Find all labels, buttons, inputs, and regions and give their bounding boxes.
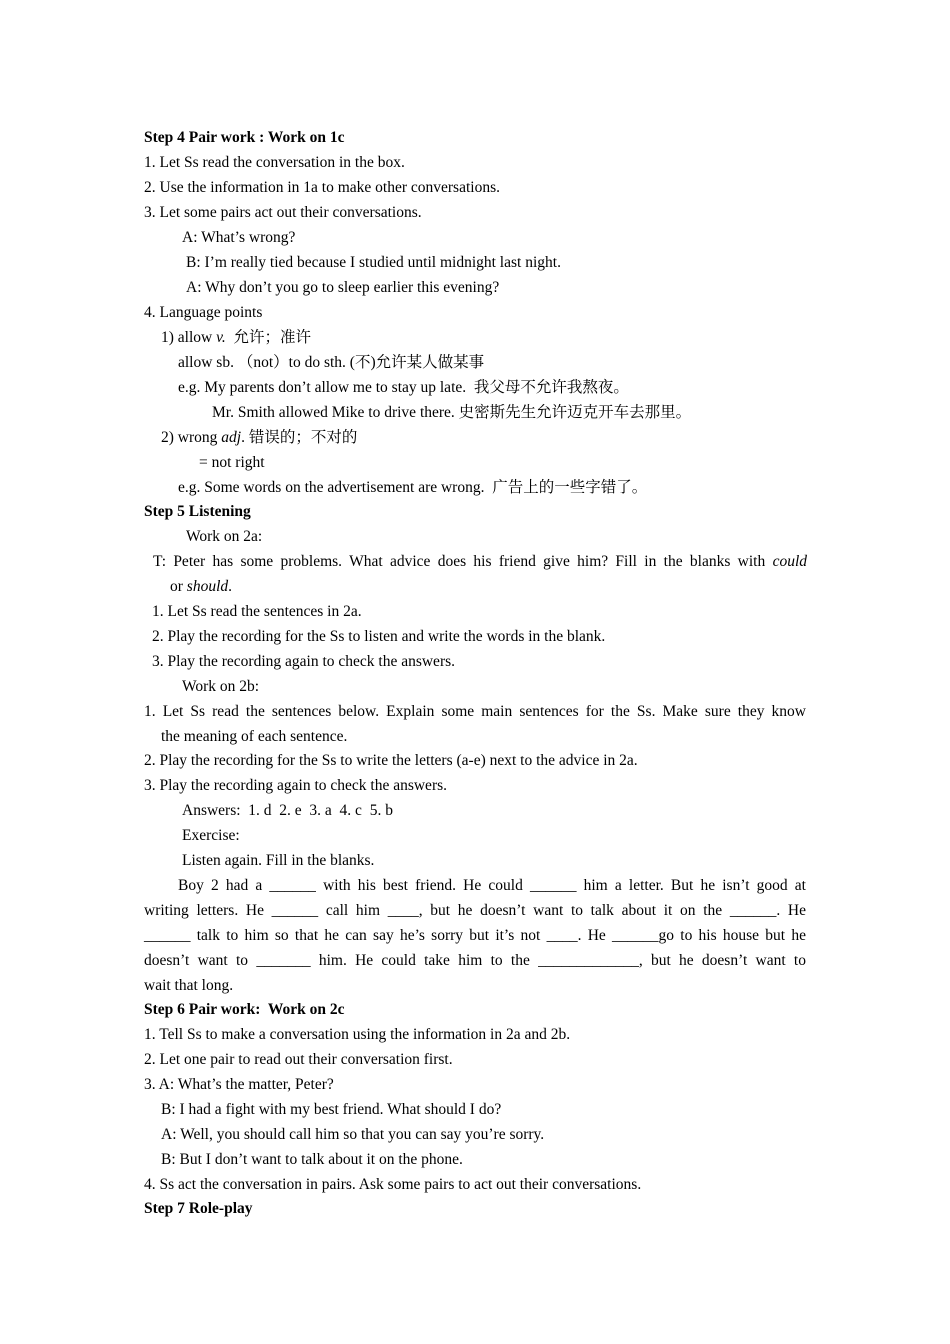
exercise-instruction: Listen again. Fill in the blanks.	[182, 852, 375, 869]
exercise-label: Exercise:	[182, 827, 240, 844]
teacher-instruction-end: .	[228, 578, 233, 595]
step6-dialog-b2: B: But I don’t want to talk about it on the phone.	[161, 1151, 463, 1168]
wrong-meaning: . 错误的；不对的	[241, 429, 358, 446]
step5-heading: Step 5 Listening	[144, 503, 251, 520]
passage-line-4: doesn’t want to _______ him. He could take him to the _____________, but he doesn’t want to	[144, 952, 806, 969]
step5-2b-item-1b: the meaning of each sentence.	[161, 728, 348, 745]
step6-dialog-a2: A: Well, you should call him so that you can say you’re sorry.	[161, 1126, 545, 1143]
could-word: could	[772, 553, 807, 570]
work-2b-label: Work on 2b:	[182, 678, 260, 695]
step4-dialog-b1: B: I’m really tied because I studied until midnight last night.	[186, 254, 561, 271]
step4-item-2: 2. Use the information in 1a to make other conversations.	[144, 179, 500, 196]
step4-dialog-a2: A: Why don’t you go to sleep earlier this evening?	[186, 279, 500, 296]
teacher-instruction-text: T: Peter has some problems. What advice does his friend give him? Fill in the blanks with	[153, 553, 773, 570]
allow-definition	[161, 328, 311, 348]
allow-example-2: Mr. Smith allowed Mike to drive there. 史密斯先生允许迈克开车去那里。	[212, 404, 692, 421]
allow-word: 1) allow	[161, 329, 217, 346]
step4-item-1: 1. Let Ss read the conversation in the box.	[144, 154, 405, 171]
allow-example-1: e.g. My parents don’t allow me to stay up late. 我父母不允许我熬夜。	[178, 379, 629, 396]
step4-item-3: 3. Let some pairs act out their conversations.	[144, 204, 422, 221]
teacher-instruction-line-2	[170, 577, 232, 597]
wrong-word: 2) wrong	[161, 429, 222, 446]
wrong-synonym: = not right	[199, 454, 265, 471]
step4-dialog-a1: A: What’s wrong?	[182, 229, 296, 246]
passage-line-1: Boy 2 had a ______ with his best friend. He could ______ him a letter. But he isn’t good at	[178, 877, 806, 894]
wrong-pos: adj	[221, 429, 242, 446]
passage-line-5: wait that long.	[144, 977, 234, 994]
passage-line-2: writing letters. He ______ call him ____, but he doesn’t want to talk about it on the ______. He	[144, 902, 806, 919]
step6-item-4: 4. Ss act the conversation in pairs. Ask some pairs to act out their conversations.	[144, 1176, 642, 1193]
allow-pos: v.	[216, 329, 226, 346]
teacher-instruction-line-1	[153, 552, 807, 572]
allow-pattern: allow sb. （not）to do sth. (不)允许某人做某事	[178, 354, 485, 371]
allow-meaning: 允许；准许	[225, 329, 311, 346]
language-points-label: 4. Language points	[144, 304, 263, 321]
step6-heading: Step 6 Pair work: Work on 2c	[144, 1001, 345, 1018]
step5-2b-item-3: 3. Play the recording again to check the answers.	[144, 777, 448, 794]
passage-line-3: ______ talk to him so that he can say he’s sorry but it’s not ____. He ______go to his house but he	[144, 927, 806, 944]
step7-heading: Step 7 Role-play	[144, 1200, 253, 1217]
work-2a-label: Work on 2a:	[186, 528, 263, 545]
wrong-example: e.g. Some words on the advertisement are wrong. 广告上的一些字错了。	[178, 479, 648, 496]
step5-2a-item-2: 2. Play the recording for the Ss to listen and write the words in the blank.	[152, 628, 606, 645]
step5-2b-item-2: 2. Play the recording for the Ss to write the letters (a-e) next to the advice in 2a.	[144, 752, 638, 769]
step5-2a-item-3: 3. Play the recording again to check the answers.	[152, 653, 456, 670]
should-word: should	[186, 578, 229, 595]
step6-item-2: 2. Let one pair to read out their conversation first.	[144, 1051, 453, 1068]
step6-dialog-b1: B: I had a fight with my best friend. What should I do?	[161, 1101, 502, 1118]
step4-heading: Step 4 Pair work : Work on 1c	[144, 129, 345, 146]
step6-item-1: 1. Tell Ss to make a conversation using the information in 2a and 2b.	[144, 1026, 571, 1043]
step6-dialog-a1: 3. A: What’s the matter, Peter?	[144, 1076, 334, 1093]
wrong-definition	[161, 428, 357, 448]
answers-line: Answers: 1. d 2. e 3. a 4. c 5. b	[182, 802, 393, 819]
step5-2a-item-1: 1. Let Ss read the sentences in 2a.	[152, 603, 362, 620]
or-word: or	[170, 578, 187, 595]
step5-2b-item-1a: 1. Let Ss read the sentences below. Explain some main sentences for the Ss. Make sure they know	[144, 703, 806, 720]
